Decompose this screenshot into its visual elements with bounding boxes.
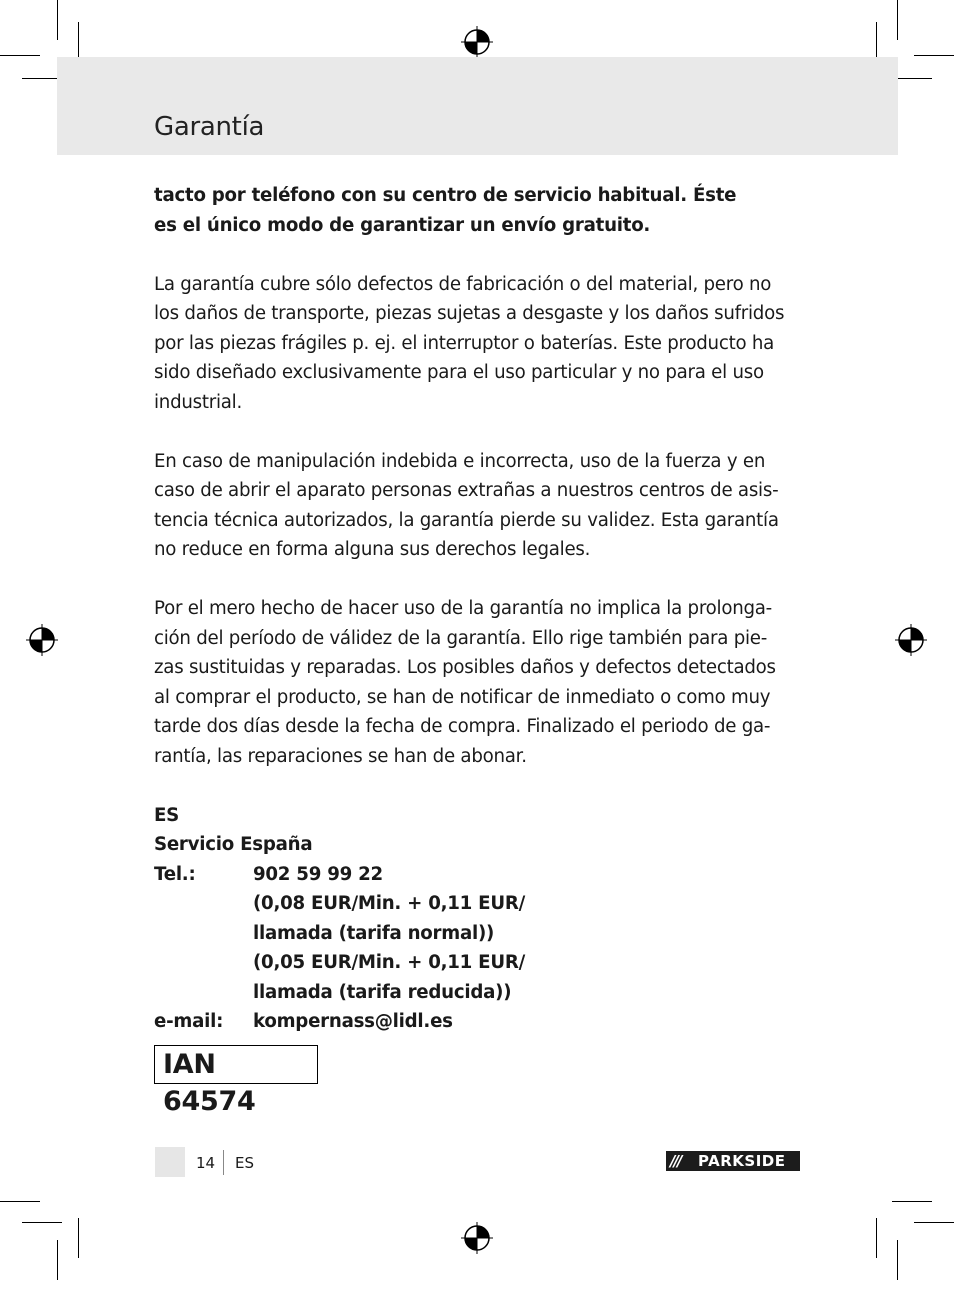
parkside-logo [666, 1151, 800, 1171]
crop-mark [876, 1218, 877, 1258]
rate-normal: (0,08 EUR/Min. + 0,11 EUR/ llamada (tarifa normal)) [253, 893, 525, 944]
crop-mark [0, 1201, 40, 1202]
footer-language: ES [235, 1154, 254, 1172]
registration-mark-icon [895, 624, 927, 656]
crop-mark [897, 0, 898, 40]
registration-mark-icon [26, 624, 58, 656]
crop-mark [22, 78, 62, 79]
footer-separator [223, 1150, 224, 1175]
logo-stripes: /// [670, 1152, 681, 1170]
logo-text: PARKSIDE [698, 1152, 786, 1170]
crop-mark [57, 0, 58, 40]
warranty-paragraph-validity: Por el mero hecho de hacer uso de la garantía no implica la prolonga- ción del período de válidez de la garantía. Ello rige también para pie- zas sustituidas y reparadas. Los posibles daños y defectos detectados al comprar el producto, se han de notificar de inmediato o como muy tarde dos días desde la fecha de compra. Finalizado el periodo de ga- rantía, las reparaciones se han de abonar. [154, 598, 776, 767]
ian-number-box: IAN 64574 [154, 1045, 318, 1084]
crop-mark [78, 1218, 79, 1258]
registration-mark-icon [461, 26, 493, 58]
page-number: 14 [196, 1154, 216, 1172]
tel-number: 902 59 99 22 [253, 863, 383, 885]
crop-mark [876, 22, 877, 62]
crop-mark [914, 1222, 954, 1223]
warranty-paragraph-misuse: En caso de manipulación indebida e incorrecta, uso de la fuerza y en caso de abrir el aparato personas extrañas a nuestros centros de asis- tencia técnica autorizados, la garantía pierde su validez. Esta garantía no reduce en forma alguna sus derechos legales. [154, 450, 779, 560]
intro-bold-text: tacto por teléfono con su centro de servicio habitual. Éste es el único modo de garantizar un envío gratuito. [154, 185, 737, 236]
crop-mark [892, 78, 932, 79]
footer-tab-box [155, 1147, 185, 1177]
email-label: e-mail: [154, 1011, 224, 1032]
service-country: ES [154, 804, 180, 826]
crop-mark [897, 1240, 898, 1280]
crop-mark [78, 22, 79, 62]
rate-reduced-row [154, 948, 804, 1007]
crop-mark [22, 1222, 62, 1223]
rate-reduced: (0,05 EUR/Min. + 0,11 EUR/ llamada (tarifa reducida)) [253, 952, 525, 1003]
crop-mark [914, 55, 954, 56]
warranty-content [154, 181, 804, 1037]
service-contact-block [154, 801, 804, 1037]
crop-mark [892, 1201, 932, 1202]
service-name: Servicio España [154, 834, 313, 855]
warranty-paragraph-coverage: La garantía cubre sólo defectos de fabricación o del material, pero no los daños de transporte, piezas sujetas a desgaste y los daños sufridos por las piezas frágiles p. ej. el interruptor o baterías. Este producto ha sido diseñado exclusivamente para el uso particular y no para el uso industrial. [154, 273, 785, 413]
page-title: Garantía [154, 112, 265, 142]
registration-mark-icon [461, 1222, 493, 1254]
email-address: kompernass@lidl.es [253, 1011, 453, 1032]
crop-mark [0, 55, 40, 56]
rate-normal-row [154, 889, 804, 948]
tel-label: Tel.: [154, 863, 196, 885]
service-tel-row [154, 860, 804, 890]
service-email-row [154, 1007, 804, 1037]
crop-mark [57, 1240, 58, 1280]
